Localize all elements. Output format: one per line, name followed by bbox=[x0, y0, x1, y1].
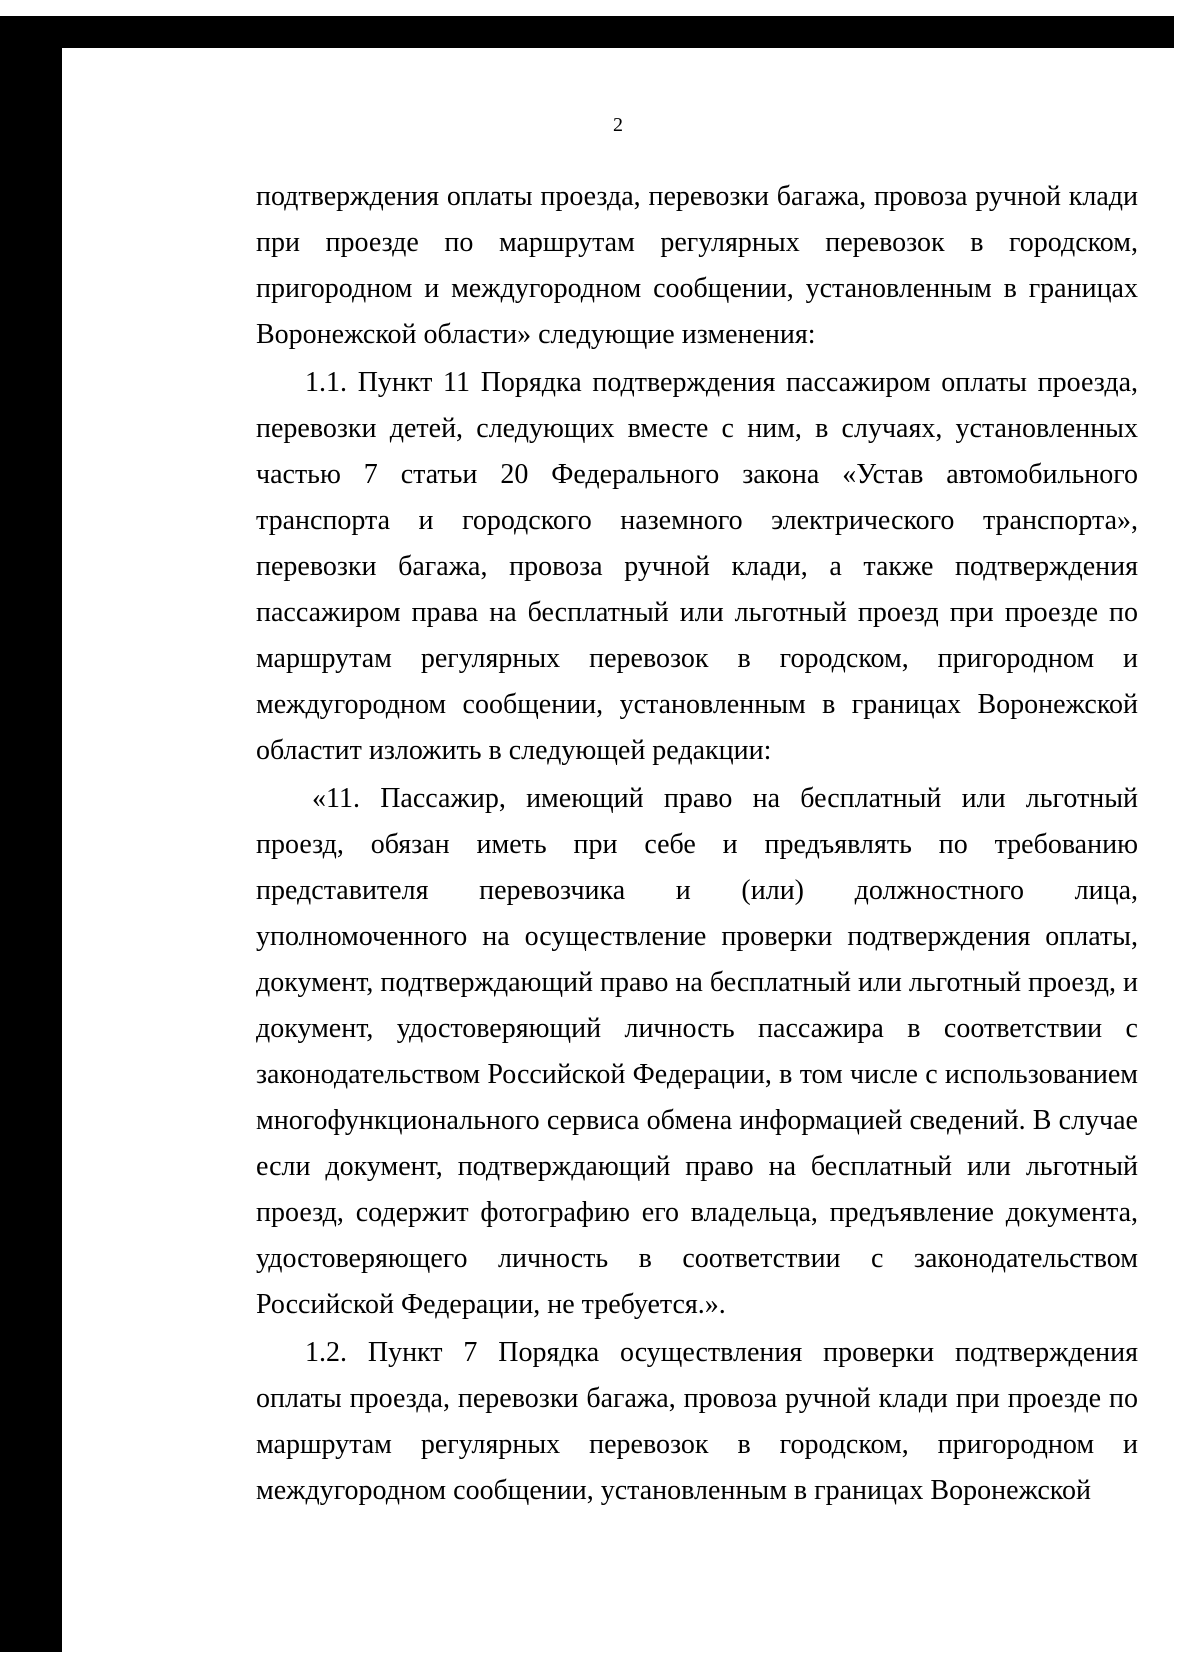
document-page bbox=[62, 48, 1174, 1652]
document-body bbox=[256, 174, 1138, 1514]
paragraph-continuation: подтверждения оплаты проезда, перевозки багажа, провоза ручной клади при проезде по маршрутам регулярных перевозок в городском, пригородном и междугородном сообщении, установленным в границах Воронежской области» следующие изменения: bbox=[256, 181, 1138, 350]
scan-bottom-margin bbox=[0, 1652, 1200, 1666]
paragraph-item-1-1: 1.1. Пункт 11 Порядка подтверждения пассажиром оплаты проезда, перевозки детей, следующих вместе с ним, в случаях, установленных частью 7 статьи 20 Федерального закона «Устав автомобильного транспорта и городского наземного электрического транспорта», перевозки багажа, провоза ручной клади, а также подтверждения пассажиром права на бесплатный или льготный проезд при проезде по маршрутам регулярных перевозок в городском, пригородном и междугородном сообщении, установленным в границах Воронежской областит изложить в следующей редакции: bbox=[256, 367, 1138, 766]
scan-border-top bbox=[0, 16, 1174, 48]
scan-border-left bbox=[0, 16, 62, 1652]
scan-top-margin bbox=[0, 0, 1200, 16]
paragraph-quoted-item-11: «11. Пассажир, имеющий право на бесплатный или льготный проезд, обязан иметь при себе и предъявлять по требованию представителя перевозчика и (или) должностного лица, уполномоченного на осуществление проверки подтверждения оплаты, документ, подтверждающий право на бесплатный или льготный проезд, и документ, удостоверяющий личность пассажира в соответствии с законодательством Российской Федерации, в том числе с использованием многофункционального сервиса обмена информацией сведений. В случае если документ, подтверждающий право на бесплатный или льготный проезд, содержит фотографию его владельца, предъявление документа, удостоверяющего личность в соответствии с законодательством Российской Федерации, не требуется.». bbox=[256, 783, 1138, 1320]
paragraph-item-1-2: 1.2. Пункт 7 Порядка осуществления проверки подтверждения оплаты проезда, перевозки багажа, провоза ручной клади при проезде по маршрутам регулярных перевозок в городском, пригородном и междугородном сообщении, установленным в границах Воронежской bbox=[256, 1337, 1138, 1506]
page-number: 2 bbox=[613, 114, 623, 136]
